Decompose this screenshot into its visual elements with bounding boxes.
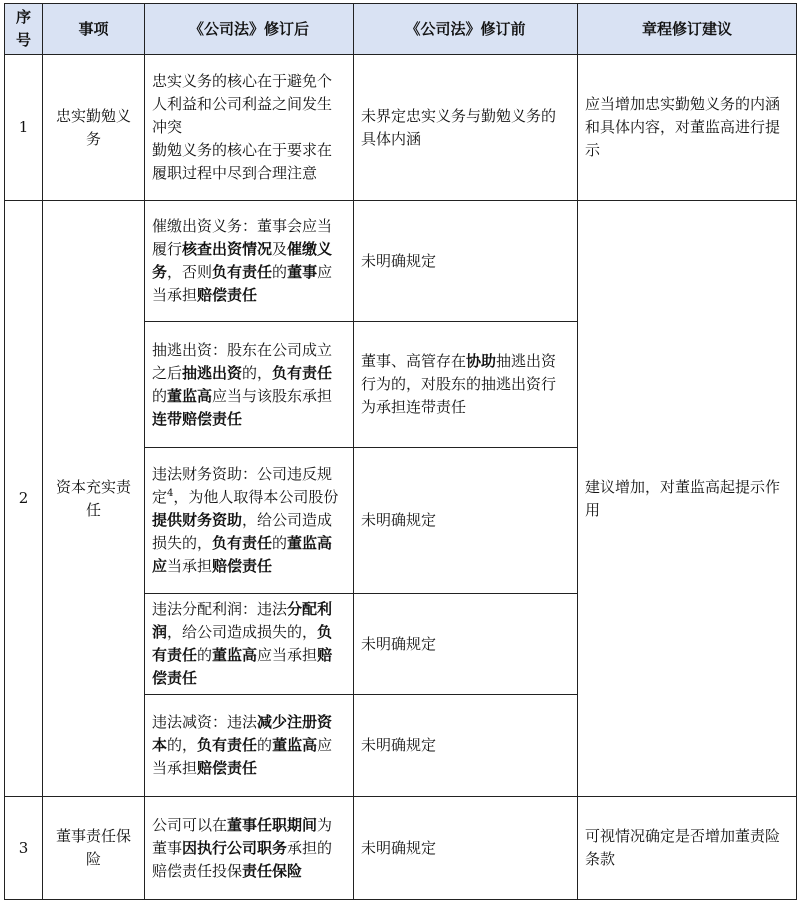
before-cell [354,448,578,594]
text-run: 应当承担 [152,736,333,777]
text-run: 的 [197,646,213,664]
cell-paragraph [361,250,570,273]
header-after: 《公司法》修订后 [145,4,354,55]
text-run: 公司可以在 [152,815,228,834]
after-cell [145,55,354,201]
table-row [5,797,797,900]
before-cell [354,201,578,322]
text-run: ，否则 [167,263,213,281]
text-run: 承担的赔偿责任投保 [152,838,333,880]
bold-text: 董监高 [272,736,318,754]
text-run: 抽逃出资：股东在公司成立之后 [152,340,333,382]
cell-paragraph [152,339,346,431]
text-run: 勤勉义务的核心在于要求在履职过程中尽到合理注意 [152,141,333,182]
header-row [5,4,797,55]
before-cell [354,594,578,695]
text-run: 未明确规定 [361,251,437,270]
text-run: 董事、高管存在 [361,352,467,370]
after-cell [145,797,354,900]
after-cell [145,201,354,322]
bold-text: 分配利润 [152,600,333,641]
text-run: 及 [272,240,288,258]
bold-text: 催缴义务 [152,240,333,281]
text-run: 未明确规定 [361,634,437,653]
after-cell [145,448,354,594]
text-run: 违法财务资助：公司违反规定 [152,465,333,506]
bold-text: 责任保险 [242,861,303,880]
suggestion-cell: 应当增加忠实勤勉义务的内涵和具体内容，对董监高进行提示 [578,55,797,201]
text-run: ，给公司造成损失的， [167,623,318,641]
header-item: 事项 [43,4,145,55]
cell-paragraph [152,215,346,307]
row-seq: 1 [5,55,43,201]
row-item: 董事责任保险 [43,797,145,900]
before-cell [354,695,578,797]
before-cell: 未界定忠实义务与勤勉义务的具体内涵 [354,55,578,201]
cell-paragraph [361,633,570,656]
text-run: 当承担 [167,557,213,575]
text-run: 催缴出资义务：董事会应当履行 [152,217,333,258]
cell-paragraph [152,70,346,139]
before-cell: 未明确规定 [354,797,578,900]
header-suggestion: 章程修订建议 [578,4,797,55]
bold-text: 董监高应 [152,534,333,575]
bold-text: 董监高 [167,386,213,405]
footnote-mark: 4 [167,488,174,499]
bold-text: 董事任职期间 [227,815,318,834]
row-item: 忠实勤勉义务 [43,55,145,201]
table-row [5,201,797,322]
bold-text: 董监高 [212,646,258,664]
text-run: 的， [242,363,273,382]
cell-paragraph [152,139,346,185]
cell-paragraph [361,509,570,532]
bold-text: 提供财务资助 [152,511,243,529]
bold-text: 抽逃出资 [182,363,243,382]
text-run: 未明确规定 [361,511,437,529]
text-run: 忠实义务的核心在于避免个人利益和公司利益之间发生冲突 [152,72,333,136]
cell-paragraph [361,350,570,419]
suggestion-cell: 可视情况确定是否增加董责险条款 [578,797,797,900]
bold-text: 协助 [466,352,497,370]
text-run: 应当承担 [257,646,318,664]
after-cell [145,594,354,695]
header-before: 《公司法》修订前 [354,4,578,55]
text-run: 抽逃出资行为的，对股东的抽逃出资行为承担连带责任 [361,352,557,416]
header-seq: 序号 [5,4,43,55]
after-cell [145,322,354,448]
bold-text: 赔偿责任 [212,557,273,575]
bold-text: 核查出资情况 [182,240,273,258]
text-run: 的， [167,736,198,754]
suggestion-cell: 建议增加，对董监高起提示作用 [578,201,797,797]
cell-paragraph [152,711,346,780]
before-cell [354,322,578,448]
text-run: 的 [272,263,288,281]
after-cell [145,695,354,797]
text-run: 应当与该股东承担 [212,386,333,405]
cell-paragraph [152,463,346,578]
bold-text: 负有责任 [212,263,273,281]
comparison-table [4,3,797,900]
text-run: ，给公司造成损失的， [152,511,333,552]
bold-text: 赔偿责任 [152,646,333,687]
cell-paragraph [152,598,346,690]
bold-text: 连带赔偿责任 [152,409,243,428]
bold-text: 因执行公司职务 [182,838,288,857]
bold-text: 负有责任 [152,623,333,664]
bold-text: 负有责任 [212,534,273,552]
text-run: 应当承担 [152,263,333,304]
bold-text: 赔偿责任 [197,286,258,304]
bold-text: 减少注册资本 [152,713,333,754]
bold-text: 董事 [287,263,318,281]
text-run: 的 [152,386,168,405]
cell-paragraph [152,814,346,883]
text-run: 的 [272,534,288,552]
bold-text: 赔偿责任 [197,759,258,777]
table-row [5,55,797,201]
bold-text: 负有责任 [197,736,258,754]
cell-paragraph [361,734,570,757]
text-run: ，为他人取得本公司股份 [173,488,339,506]
text-run: 违法分配利润：违法 [152,600,288,618]
row-seq: 3 [5,797,43,900]
text-run: 违法减资：违法 [152,713,258,731]
row-item: 资本充实责任 [43,201,145,797]
text-run: 的 [257,736,273,754]
bold-text: 负有责任 [272,363,333,382]
text-run: 为董事 [152,815,333,857]
row-seq: 2 [5,201,43,797]
text-run: 未明确规定 [361,736,437,754]
